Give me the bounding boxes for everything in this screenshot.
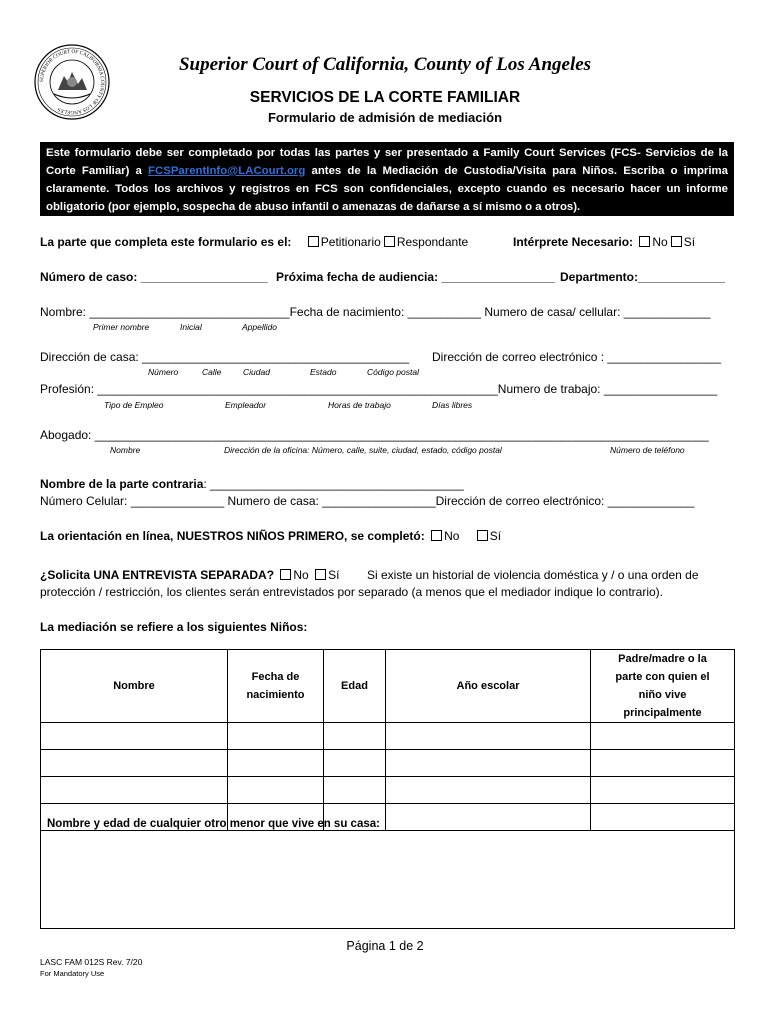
cell-input[interactable] [324,723,386,750]
last-name-caption: Appellido [242,322,277,332]
interview-si-checkbox[interactable] [315,569,326,580]
column-header-parent: Padre/madre o la parte con quien el niño vive principalmente [591,650,735,723]
column-header-grade: Año escolar [386,650,591,723]
middle-initial-caption: Inicial [180,322,202,332]
separate-interview-row: ¿Solicita UNA ENTREVISTA SEPARADA? No Sí [40,568,340,582]
confidentiality-notice: Este formulario debe ser completado por todas las partes y ser presentado a Family Court Services (FCS- Servicios de la Corte Familiar) a FCSParentInfo@LACourt.org antes de la Mediación de Custodia/Visita para Niños. Escriba o imprima claramente. Todos los archivos y registros en FCS son confidenciales, excepto cuando es necesario hacer un informe obligatorio (por ejemplo, sospecha de abuso infantil o amenazas de dañarse a sí mismo o a otros). [40,142,734,216]
days-off-caption: Días libres [432,400,473,410]
interview-note-line1: Si existe un historial de violencia doméstica y / o una orden de [367,568,699,582]
address-street-caption: Calle [202,367,222,377]
orientation-si-checkbox[interactable] [477,530,488,541]
cell-input[interactable] [386,750,591,777]
cell-input[interactable] [228,723,324,750]
interpreter-no-checkbox[interactable] [639,236,650,247]
job-type-caption: Tipo de Empleo [104,400,164,410]
email-field[interactable]: Dirección de correo electrónico : _________________ [432,350,721,364]
table-row [41,777,735,804]
lawyer-phone-caption: Número de teléfono [610,445,685,455]
column-header-name: Nombre [41,650,228,723]
address-number-caption: Número [148,367,179,377]
fcs-email-link[interactable]: FCSParentInfo@LACourt.org [148,165,306,177]
page-number: Página 1 de 2 [346,939,424,953]
form-title: Formulario de admisión de mediación [267,110,503,125]
column-header-birthdate: Fecha de nacimiento [228,650,324,723]
lawyer-office-caption: Dirección de la oficina: Número, calle, suite, ciudad, estado, código postal [224,445,502,455]
table-row [41,723,735,750]
cell-input[interactable] [41,723,228,750]
cell-input[interactable] [386,777,591,804]
hearing-date-field[interactable]: Próxima fecha de audiencia: _________________ [276,270,555,284]
address-zip-caption: Código postal [367,367,419,377]
work-hours-caption: Horas de trabajo [328,400,391,410]
interpreter-si-checkbox[interactable] [671,236,682,247]
cell-input[interactable] [41,750,228,777]
cell-input[interactable] [386,723,591,750]
interview-no-checkbox[interactable] [280,569,291,580]
cell-input[interactable] [591,723,735,750]
table-row [41,750,735,777]
court-title: Superior Court of California, County of Los Angeles [178,54,592,75]
lawyer-name-caption: Nombre [110,445,141,455]
address-city-caption: Ciudad [243,367,270,377]
petitioner-checkbox[interactable] [308,236,319,247]
cell-input[interactable] [228,750,324,777]
service-title: SERVICIOS DE LA CORTE FAMILIAR [249,89,521,106]
department-field[interactable]: Departmento:_____________ [560,270,725,284]
orientation-row: La orientación en línea, NUESTROS NIÑOS PRIMERO, se completó: No Sí [40,529,502,543]
respondent-checkbox[interactable] [384,236,395,247]
other-minors-box[interactable] [40,814,735,929]
other-party-name-field[interactable]: Nombre de la parte contraria: ______________________________________ [40,477,464,491]
cell-input[interactable] [41,777,228,804]
address-state-caption: Estado [310,367,337,377]
lawyer-row[interactable]: Abogado: ____________________________________________________________________________________________ [40,428,709,442]
cell-input[interactable] [324,777,386,804]
table-header-row [41,650,735,723]
cell-input[interactable] [591,750,735,777]
mandatory-use-note: For Mandatory Use [40,969,105,978]
other-minors-label: Nombre y edad de cualquier otro menor que vive en su casa: [47,818,380,830]
interview-note-line2: protección / restricción, los clientes serán entrevistados por separado (a menos que el mediador indique lo contrario). [40,585,663,599]
column-header-age: Edad [324,650,386,723]
home-address-field[interactable]: Dirección de casa: ________________________________________ [40,350,409,364]
party-row: La parte que completa este formulario es el: Petitionario Respondante [40,235,469,249]
svg-text:SUPERIOR COURT OF CALIFORNIA C: SUPERIOR COURT OF CALIFORNIA COUNTY OF LOS ANGELES [38,48,106,116]
employer-caption: Empleador [225,400,267,410]
cell-input[interactable] [591,777,735,804]
children-table [40,649,735,831]
case-number-field[interactable]: Número de caso: ___________________ [40,270,268,284]
other-party-contact-row[interactable]: Número Celular: ______________ Numero de casa: _________________Dirección de correo electrónico: _____________ [40,494,695,508]
first-name-caption: Primer nombre [93,322,150,332]
children-section-label: La mediación se refiere a los siguientes Niños: [40,620,308,634]
form-number: LASC FAM 012S Rev. 7/20 [40,957,143,967]
name-row[interactable]: Nombre: ______________________________Fecha de nacimiento: ___________ Numero de casa/ cellular: _____________ [40,305,711,319]
orientation-no-checkbox[interactable] [431,530,442,541]
interpreter-row: Intérprete Necesario: No Sí [513,235,696,249]
cell-input[interactable] [324,750,386,777]
profession-row[interactable]: Profesión: ____________________________________________________________Numero de trabajo: _________________ [40,382,718,396]
cell-input[interactable] [228,777,324,804]
